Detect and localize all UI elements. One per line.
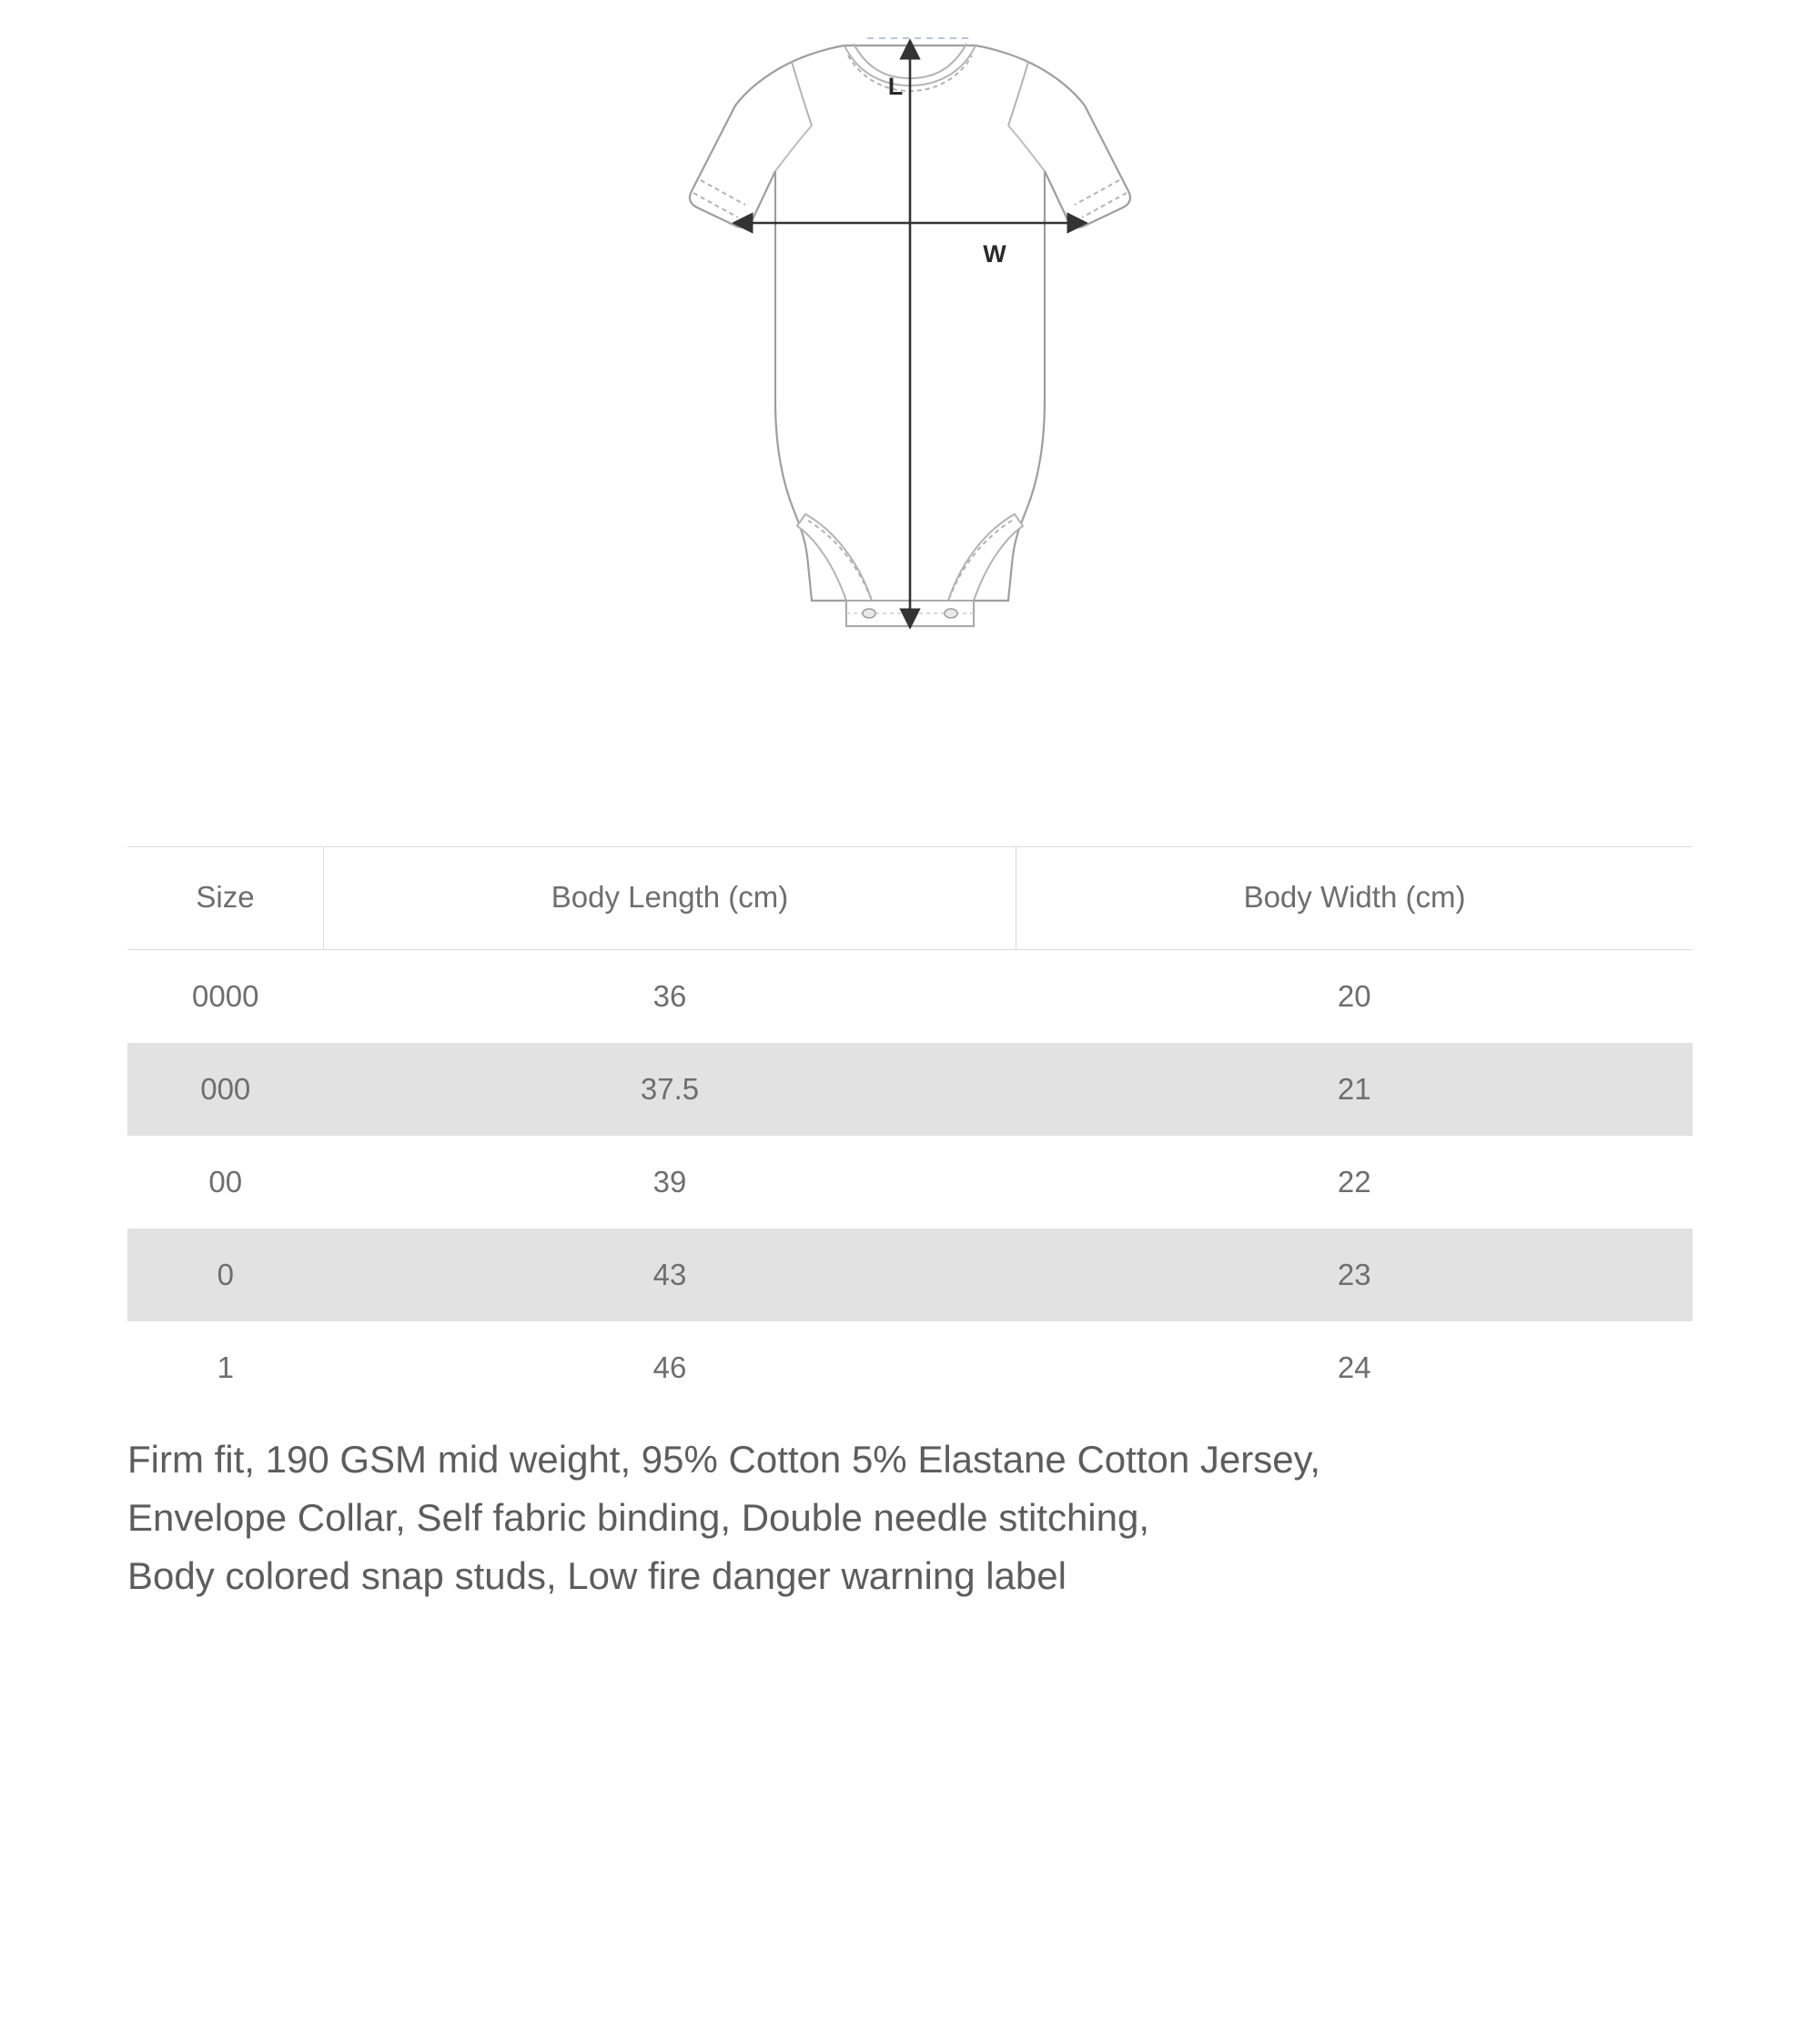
column-header-size: Size — [127, 847, 324, 950]
size-table — [127, 846, 1693, 1414]
baby-bodysuit-measurement-diagram — [619, 18, 1201, 801]
table-row — [127, 950, 1693, 1044]
column-header-body-width: Body Width (cm) — [1016, 847, 1694, 950]
cell-body-width: 21 — [1016, 1043, 1694, 1136]
table-row — [127, 1043, 1693, 1136]
garment-diagram-container — [0, 0, 1820, 846]
description-line-1: Firm fit, 190 GSM mid weight, 95% Cotton 5% Elastane Cotton Jersey, — [127, 1438, 1321, 1481]
cell-body-width: 23 — [1016, 1229, 1694, 1321]
table-row — [127, 1136, 1693, 1229]
cell-size: 0000 — [192, 979, 259, 1013]
cell-size: 00 — [208, 1165, 243, 1199]
cell-body-width: 22 — [1337, 1165, 1371, 1199]
cell-size: 000 — [127, 1043, 324, 1136]
cell-body-length: 39 — [652, 1165, 687, 1199]
cell-body-length: 36 — [652, 979, 687, 1013]
cell-body-length: 43 — [324, 1229, 1016, 1321]
size-table-head — [127, 847, 1693, 950]
cell-body-width: 24 — [1337, 1350, 1371, 1384]
cell-size: 1 — [217, 1350, 234, 1384]
snap-stud-icon — [863, 609, 875, 618]
size-table-container — [127, 846, 1693, 1414]
snap-stud-icon — [945, 609, 957, 618]
table-row — [127, 1321, 1693, 1414]
cell-body-width: 20 — [1337, 979, 1371, 1013]
description-line-2: Envelope Collar, Self fabric binding, Double needle stitching, — [127, 1495, 1150, 1539]
length-label: L — [887, 73, 904, 100]
product-description — [127, 1431, 1693, 1604]
size-table-body — [127, 950, 1693, 1415]
cell-body-length: 46 — [652, 1350, 687, 1384]
width-label: W — [983, 240, 1006, 268]
cell-body-length: 37.5 — [324, 1043, 1016, 1136]
table-header-row — [127, 847, 1693, 950]
table-row — [127, 1229, 1693, 1321]
column-header-body-length: Body Length (cm) — [324, 847, 1016, 950]
cell-size: 0 — [127, 1229, 324, 1321]
description-line-3: Body colored snap studs, Low fire danger warning label — [127, 1553, 1067, 1597]
